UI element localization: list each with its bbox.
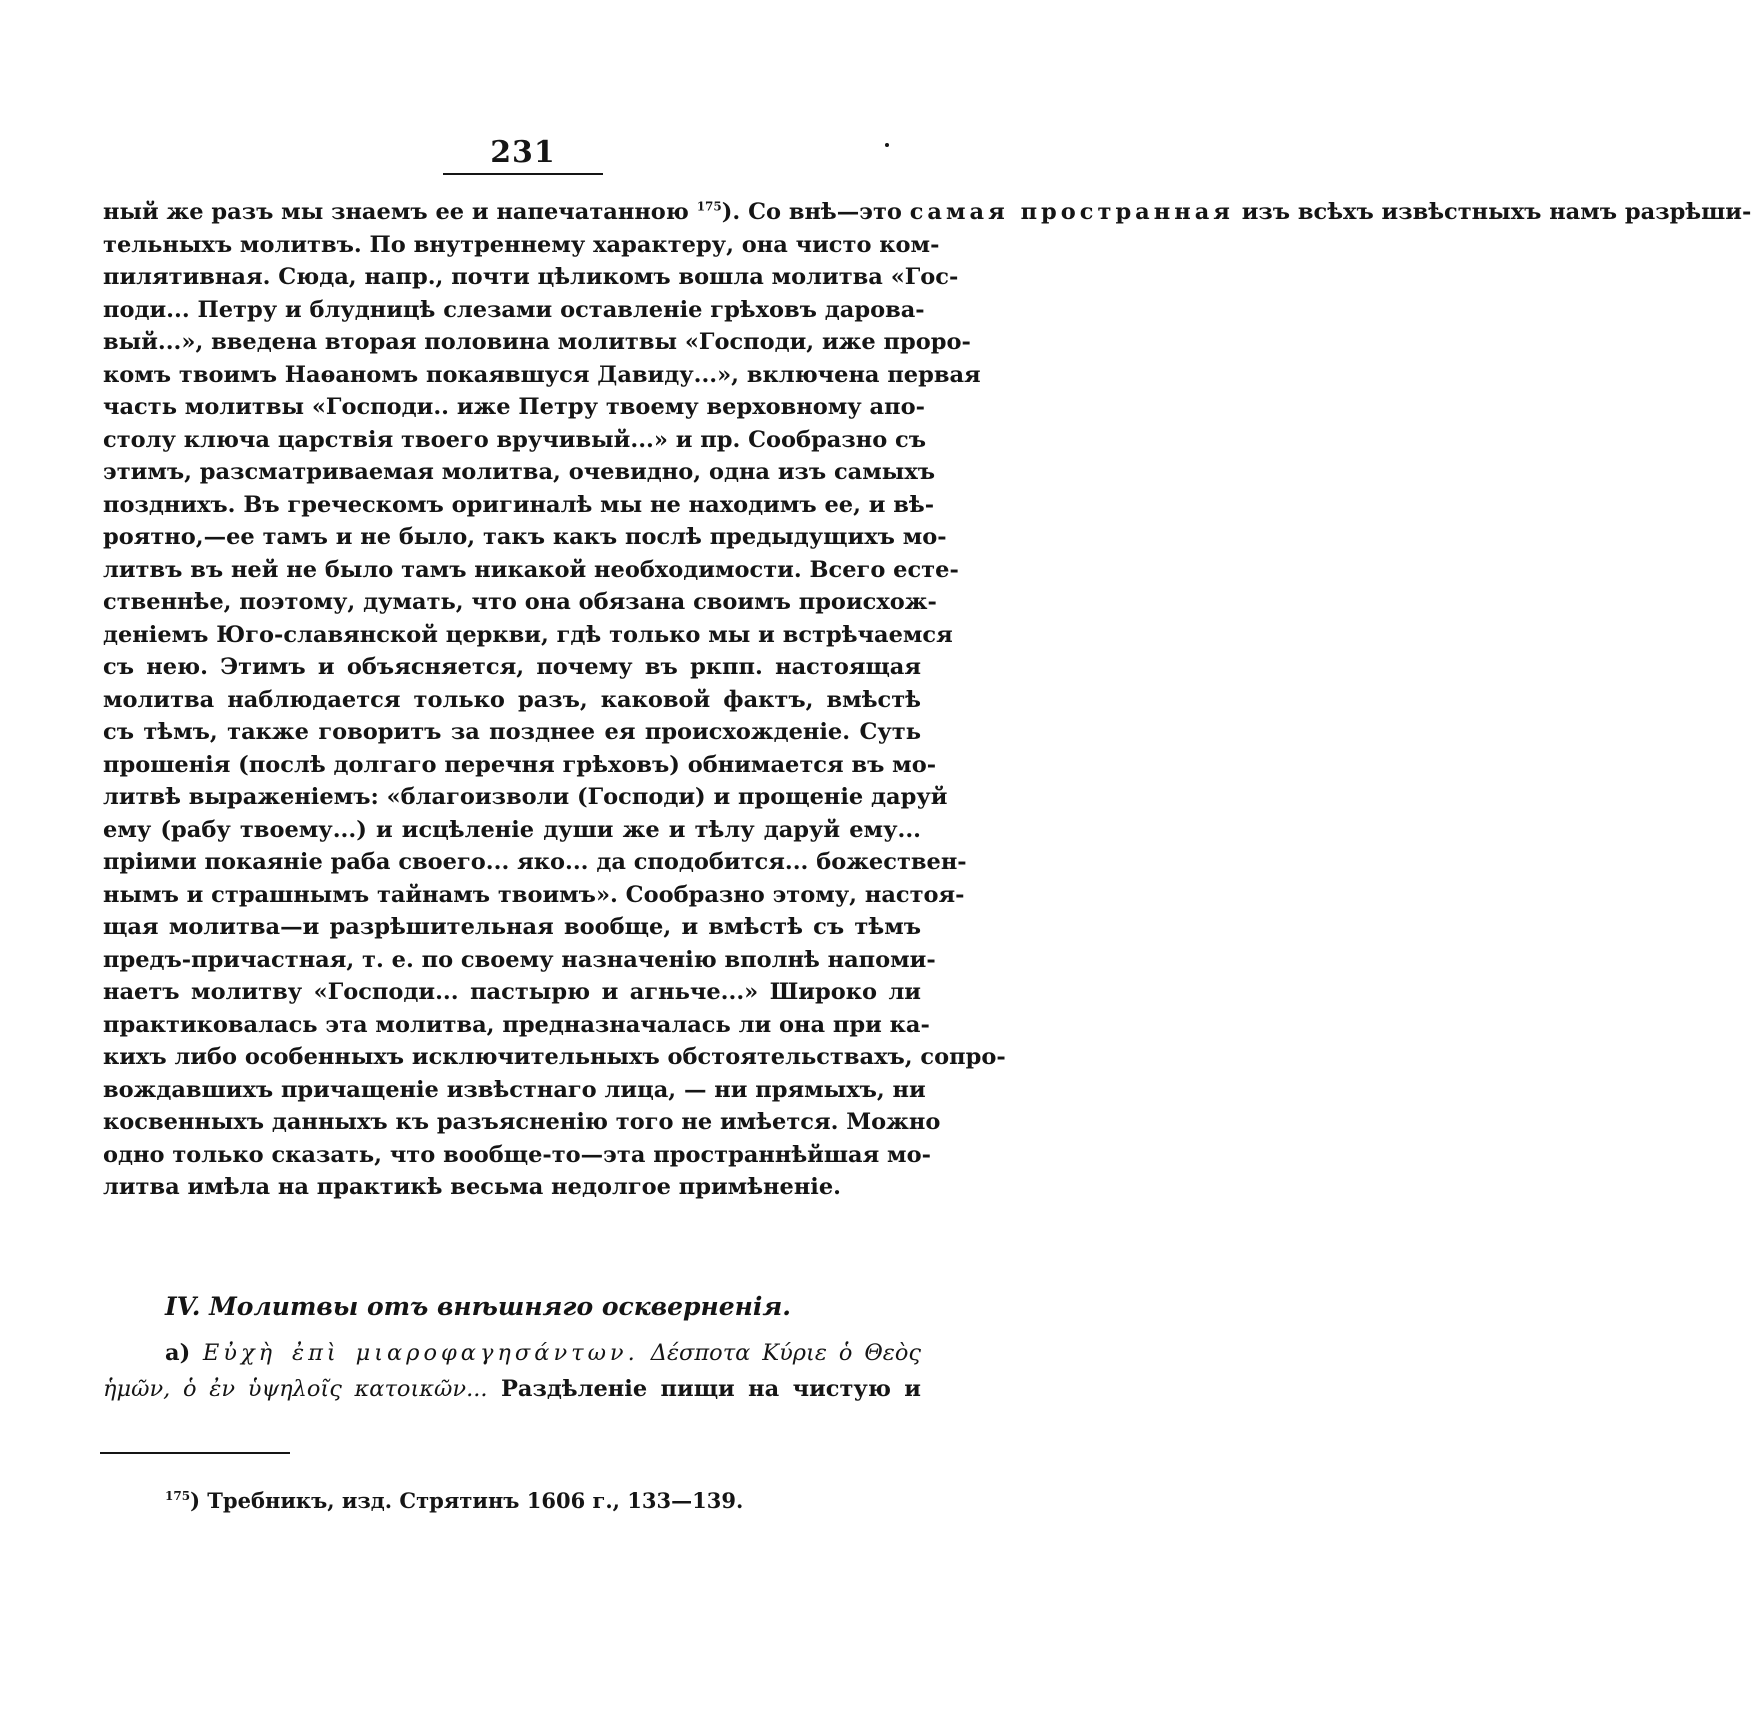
- body-text-segment: ный же разъ мы знаемъ ее и напечатанною: [103, 199, 697, 225]
- footnote-ref: 175: [696, 199, 722, 214]
- section-line-2-text: Раздѣленіе пищи на чистую и: [487, 1376, 921, 1402]
- body-line: часть молитвы «Господи.. иже Петру твоему верховному апо-: [103, 394, 925, 420]
- body-line: пилятивная. Сюда, напр., почти цѣликомъ вошла молитва «Гос-: [103, 264, 959, 290]
- body-line: прошенія (послѣ долгаго перечня грѣховъ) обнимается въ мо-: [103, 751, 937, 778]
- footnote: [165, 1486, 743, 1516]
- body-line: деніемъ Юго-славянской церкви, гдѣ только мы и встрѣчаемся: [103, 621, 953, 648]
- body-line: щая молитва—и разрѣшительная вообще, и вмѣстѣ съ тѣмъ: [103, 914, 921, 940]
- section-line-2: [103, 1371, 921, 1407]
- body-line: наетъ молитву «Господи... пастырю и агньче...» Широко ли: [103, 979, 921, 1005]
- body-text-segment: изъ всѣхъ извѣстныхъ намъ разрѣши-: [1233, 199, 1751, 225]
- emphasized-text: самая пространная: [909, 199, 1234, 225]
- page-number: 231: [490, 135, 556, 170]
- greek-prayer-incipit-cont: ἡμῶν, ὁ ἐν ὑψηλοῖς κατοικῶν...: [103, 1376, 488, 1402]
- body-line: практиковалась эта молитва, предназначалась ли она при ка-: [103, 1011, 930, 1038]
- body-line: этимъ, разсматриваемая молитва, очевидно, одна изъ самыхъ: [103, 459, 936, 485]
- section-line-1: [103, 1335, 921, 1371]
- body-line: одно только сказать, что вообще-то—эта пространнѣйшая мо-: [103, 1141, 931, 1168]
- section-heading: IV. Молитвы отъ внѣшняго оскверненія.: [165, 1292, 791, 1321]
- body-line: вый...», введена вторая половина молитвы «Господи, иже проро-: [103, 329, 971, 355]
- section-text: [103, 1335, 921, 1407]
- body-line: косвенныхъ данныхъ къ разъясненію того не имѣется. Можно: [103, 1109, 941, 1135]
- section-item-label: а): [165, 1340, 203, 1366]
- body-line: ственнѣе, поэтому, думать, что она обязана своимъ происхож-: [103, 589, 937, 615]
- body-line: кихъ либо особенныхъ исключительныхъ обстоятельствахъ, сопро-: [103, 1044, 1006, 1070]
- body-line: вождавшихъ причащеніе извѣстнаго лица, — ни прямыхъ, ни: [103, 1076, 926, 1103]
- body-line: литвъ въ ней не было тамъ никакой необходимости. Всего есте-: [103, 556, 959, 583]
- greek-prayer-title: Εὐχὴ ἐπὶ μιαροφαγησάντων.: [202, 1340, 639, 1366]
- body-line: съ нею. Этимъ и объясняется, почему въ ркпп. настоящая: [103, 654, 921, 680]
- body-line: молитва наблюдается только разъ, каковой фактъ, вмѣстѣ: [103, 686, 921, 713]
- header-rule: [443, 173, 603, 175]
- body-line: позднихъ. Въ греческомъ оригиналѣ мы не находимъ ее, и вѣ-: [103, 491, 935, 518]
- body-line: нымъ и страшнымъ тайнамъ твоимъ». Сообразно этому, настоя-: [103, 881, 965, 908]
- body-line: тельныхъ молитвъ. По внутреннему характеру, она чисто ком-: [103, 231, 940, 258]
- body-line: столу ключа царствія твоего вручивый...» и пр. Сообразно съ: [103, 426, 927, 453]
- footnote-rule: [100, 1452, 290, 1454]
- stray-mark: [885, 143, 889, 147]
- body-line: комъ твоимъ Наѳаномъ покаявшуся Давиду...», включена первая: [103, 361, 981, 388]
- body-line: поди... Петру и блудницѣ слезами оставленіе грѣховъ дарова-: [103, 296, 925, 323]
- body-line: ему (рабу твоему...) и исцѣленіе души же и тѣлу даруй ему...: [103, 816, 921, 843]
- body-line: литвѣ выраженіемъ: «благоизволи (Господи) и прощеніе даруй: [103, 784, 948, 810]
- body-line: [103, 196, 1751, 229]
- body-line: роятно,—ее тамъ и не было, такъ какъ послѣ предыдущихъ мо-: [103, 524, 947, 550]
- footnote-marker: 175: [165, 1489, 191, 1503]
- body-text: [103, 196, 1751, 1204]
- body-line: литва имѣла на практикѣ весьма недолгое примѣненіе.: [103, 1174, 841, 1200]
- body-line: съ тѣмъ, также говоритъ за позднее ея происхожденіе. Суть: [103, 719, 921, 745]
- body-line: пріими покаяніе раба своего... яко... да сподобится... божествен-: [103, 849, 967, 875]
- body-line: предъ-причастная, т. е. по своему назначенію вполнѣ напоми-: [103, 946, 936, 973]
- footnote-text: ) Требникъ, изд. Стрятинъ 1606 г., 133—139.: [190, 1488, 744, 1513]
- greek-prayer-incipit: Δέσποτα Κύριε ὁ Θεὸς: [638, 1340, 921, 1366]
- body-text-segment: ). Со внѣ—это: [721, 199, 910, 225]
